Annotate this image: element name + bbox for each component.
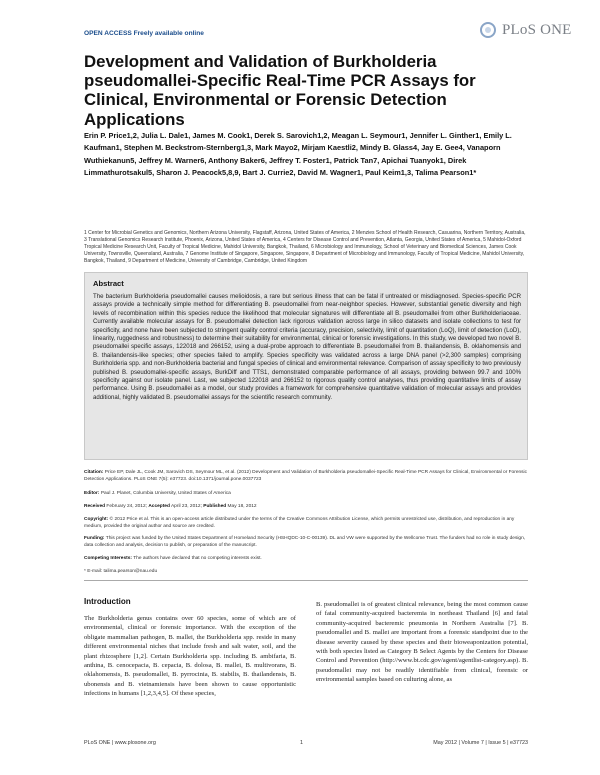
footer-issue: May 2012 | Volume 7 | Issue 5 | e37723 xyxy=(433,740,528,746)
footer-page-number: 1 xyxy=(300,740,303,746)
funding xyxy=(84,536,528,549)
funding-text: This project was funded by the United States Department of Homeland Security (HSHQDC-10-C-00139). DL and VW were supported by the Wellcome Trust. The funders had no role in study design, data collection and analysis, decision to publish, or preparation of the manuscript. xyxy=(84,536,526,548)
received-date: February 24, 2012; xyxy=(106,504,147,509)
editor-label: Editor: xyxy=(84,491,100,496)
author-list: Erin P. Price1,2, Julia L. Dale1, James M. Cook1, Derek S. Sarovich1,2, Meagan L. Seymour1, Jennifer L. Ginther1, Emily L. Kaufman1, Stephen M. Beckstrom-Sternberg1,3, Mark Mayo2, Mirjam Kaestli2, Mindy B. Glass4, Jay E. Gee4, Vanaporn Wuthiekanun5, Jeffrey M. Warner6, Anthony Baker6, Jeffrey T. Foster1, Patrick Tan7, Apichai Tuanyok1, Direk Limmathurotsakul5, Sharon J. Peacock5,8,9, Bart J. Currie2, David M. Wagner1, Paul Keim1,3, Talima Pearson1* xyxy=(84,131,512,177)
editor-text: Paul J. Planet, Columbia University, United States of America xyxy=(100,491,231,496)
introduction-column-left: The Burkholderia genus contains over 60 species, some of which are of environmental, clinical or forensic importance. With the exception of the obligate mammalian pathogen, B. mallei, the Burkholderia spp. reside in many different environmental niches that include fresh and salt water, soil, and the plant rhizosphere [1,2]. Certain Burkholderia spp. including B. ambifaria, B. anthina, B. cenocepacia, B. cepacia, B. dolosa, B. mallei, B. multivorans, B. oklahomensis, B. pseudomallei, B. pyrrocinia, B. stabilis, B. thailandensis, B. ubonensis and B. vietnamiensis have been shown to cause opportunistic infections in humans [1,2,3,4,5]. Of these species, xyxy=(84,615,296,698)
introduction-column-right: B. pseudomallei is of greatest clinical relevance, being the most common cause of fatal community-acquired bacteremia in northeast Thailand [6] and fatal community-acquired bacteremic pneumonia in Northern Australia [7]. B. pseudomallei and B. mallei are important from a forensic standpoint due to the disease severity caused by these species and their bioweaponization potential, with both species listed as Category B Select Agents by the Centers for Disease Control and Prevention (http://www.bt.cdc.gov/agent/agentlist-category.asp). B. pseudomallei may not be readily identifiable from clinical, forensic or environmental samples based on culturing alone, as xyxy=(316,601,528,684)
citation xyxy=(84,470,528,483)
copyright xyxy=(84,517,528,530)
editor xyxy=(84,491,528,498)
open-access-banner: OPEN ACCESS Freely available online xyxy=(84,30,204,37)
abstract-text: The bacterium Burkholderia pseudomallei causes melioidosis, a rare but serious illness that can be fatal if untreated or misdiagnosed. Species-specific PCR assays provide a technically simple method for differentiating B. pseudomallei from near-neighbor species. However, substantial genetic diversity and high levels of recombination within this species reduce the likelihood that molecular signatures will differentiate all B. pseudomallei from other Burkholderiaceae. Currently available molecular assays for B. pseudomallei detection lack rigorous validation across large in silico datasets and isolate collections to test for specificity, and none have been subjected to stringent quality control criteria (accuracy, precision, selectivity, limit of quantitation (LoQ), limit of detection (LoD), linearity, ruggedness and robustness) to determine their suitability for environmental, clinical or forensic investigations. In this study, we developed two novel B. pseudomallei specific assays, 122018 and 266152, using a dual-probe approach to differentiate B. pseudomallei from B. thailandensis, B. oklahomensis and B. thailandensis-like species; other species failed to amplify. Species specificity was validated across a large DNA panel (>2,300 samples) comprising Burkholderia spp. and non-Burkholderia bacterial and fungal species of clinical and environmental relevance. Comparison of assay specificity to two previously published B. pseudomallei-specific assays, BurkDiff and TTS1, demonstrated comparable performance of all assays, providing between 99.7 and 100% specificity against our isolate panel. Last, we subjected 122018 and 266152 to rigorous quality control analyses, thus providing quantitative limits of assay performance. Using B. pseudomallei as a model, our study provides a framework for comprehensive quantitative validation of molecular assays and provides additional, highly validated B. pseudomallei assays for the scientific research community. xyxy=(93,293,521,401)
accepted-date: April 23, 2012; xyxy=(170,504,202,509)
published-label: Published xyxy=(203,504,227,509)
competing-interests xyxy=(84,556,528,563)
affiliations: 1 Center for Microbial Genetics and Genomics, Northern Arizona University, Flagstaff, Arizona, United States of America, 2 Menzies School of Health Research, Casuarina, Northern Territory, Australia, 3 Translational Genomics Research Institute, Phoenix, Arizona, United States of America, 4 Centers for Disease Control and Prevention, Atlanta, Georgia, United States of America, 5 Mahidol-Oxford Tropical Medicine Research Unit, Faculty of Tropical Medicine, Mahidol University, Bangkok, Thailand, 6 Microbiology and Immunology, School of Veterinary and Biomedical Sciences, James Cook University, Townsville, Queensland, Australia, 7 Genome Institute of Singapore, Singapore, Singapore, 8 Department of Microbiology and Immunology, Faculty of Tropical Medicine, Mahidol University, Bangkok, Thailand, 9 Department of Medicine, University of Cambridge, Cambridge, United Kingdom xyxy=(84,230,526,264)
accepted-label: Accepted xyxy=(148,504,170,509)
published-date: May 18, 2012 xyxy=(227,504,257,509)
competing-text: The authors have declared that no competing interests exist. xyxy=(133,556,262,561)
competing-label: Competing Interests: xyxy=(84,556,132,561)
footer-journal: PLoS ONE | www.plosone.org xyxy=(84,740,156,746)
meta-divider xyxy=(84,580,528,581)
abstract-heading: Abstract xyxy=(93,279,124,288)
journal-logo: PLoS ONE xyxy=(502,22,572,38)
copyright-text: © 2012 Price et al. This is an open-access article distributed under the terms of the Creative Commons Attribution License, which permits unrestricted use, distribution, and reproduction in any medium, provided the original author and source are credited. xyxy=(84,517,515,529)
funding-label: Funding: xyxy=(84,536,105,541)
citation-label: Citation: xyxy=(84,470,104,475)
introduction-heading: Introduction xyxy=(84,597,131,606)
received-label: Received xyxy=(84,504,106,509)
dates xyxy=(84,504,528,511)
abstract-box xyxy=(84,272,528,460)
page-footer xyxy=(84,740,528,752)
plos-logo-icon xyxy=(480,22,496,38)
citation-text: Price EP, Dale JL, Cook JM, Sarovich DS, Seymour ML, et al. (2012) Development and Validation of Burkholderia pseudomallei-Specific Real-Time PCR Assays for Clinical, Environmental or Forensic Detection Applications. PLoS ONE 7(5): e37723. doi:10.1371/journal.pone.0037723 xyxy=(84,470,528,482)
contact-email: * E-mail: talima.pearson@nau.edu xyxy=(84,569,158,574)
copyright-label: Copyright: xyxy=(84,517,109,522)
page-header xyxy=(0,0,600,44)
article-title: Development and Validation of Burkholderia pseudomallei-Specific Real-Time PCR Assays for Clinical, Environmental or Forensic Detection Applications xyxy=(84,52,476,129)
